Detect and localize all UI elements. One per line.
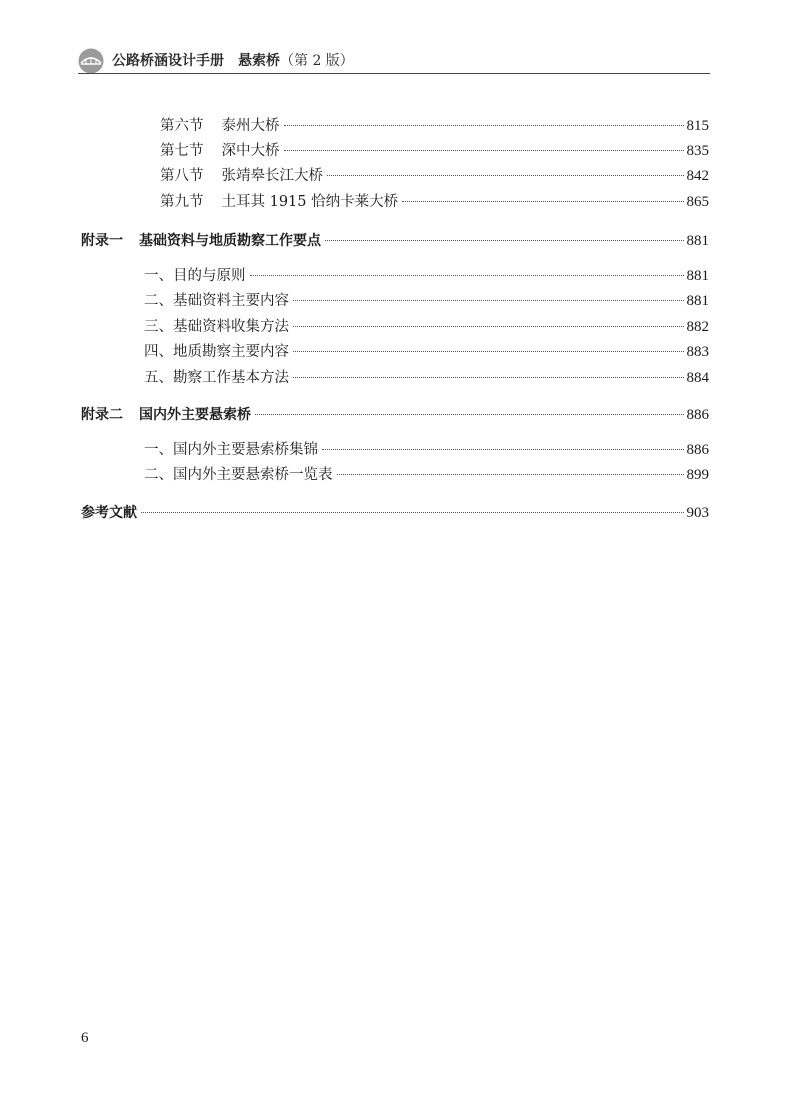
- page-number: 6: [81, 1030, 89, 1046]
- toc-entry[interactable]: [160, 141, 709, 161]
- toc-page: 886: [686, 407, 709, 423]
- toc-page: 842: [686, 168, 709, 184]
- toc-page: 865: [686, 194, 709, 210]
- toc-leader: [293, 351, 684, 352]
- toc-number: 附录一: [81, 233, 123, 249]
- book-edition: （第 2 版）: [280, 53, 354, 69]
- toc-title: 一、国内外主要悬索桥集锦: [144, 442, 318, 458]
- toc-number: 第九节: [160, 194, 204, 210]
- header-rule: [78, 73, 710, 74]
- toc-title: 土耳其 1915 恰纳卡莱大桥: [221, 194, 399, 210]
- toc-page: 835: [686, 143, 709, 159]
- toc-title: 三、基础资料收集方法: [144, 319, 289, 335]
- header-title: [112, 50, 354, 70]
- toc-title: 基础资料与地质勘察工作要点: [139, 233, 321, 249]
- toc-references-entry[interactable]: [81, 503, 709, 523]
- toc-page: 881: [686, 268, 709, 284]
- toc-number: 第六节: [160, 118, 204, 134]
- toc-leader: [327, 175, 684, 176]
- toc-entry[interactable]: [144, 342, 709, 362]
- running-header: [78, 46, 710, 76]
- toc-title: 二、国内外主要悬索桥一览表: [144, 467, 333, 483]
- toc-leader: [284, 125, 684, 126]
- toc-title: 五、勘察工作基本方法: [144, 370, 289, 386]
- toc-leader: [337, 474, 684, 475]
- toc-title: 二、基础资料主要内容: [144, 293, 289, 309]
- toc-leader: [255, 414, 684, 415]
- book-title: 公路桥涵设计手册 悬索桥: [112, 53, 280, 69]
- toc-leader: [322, 449, 684, 450]
- toc-page: 886: [686, 442, 709, 458]
- toc-title: 国内外主要悬索桥: [139, 407, 251, 423]
- toc-title: 参考文献: [81, 505, 137, 521]
- toc-entry[interactable]: [160, 116, 709, 136]
- toc-entry[interactable]: [160, 192, 709, 212]
- toc-leader: [293, 326, 684, 327]
- toc-leader: [141, 512, 684, 513]
- toc-number: 附录二: [81, 407, 123, 423]
- toc-title: 四、地质勘察主要内容: [144, 344, 289, 360]
- toc-page: 903: [686, 505, 709, 521]
- toc-entry[interactable]: [144, 368, 709, 388]
- toc-appendix-entry[interactable]: [81, 405, 709, 425]
- toc-title: 泰州大桥: [221, 118, 280, 134]
- toc-title: 一、目的与原则: [144, 268, 246, 284]
- toc-leader: [402, 201, 683, 202]
- toc-leader: [250, 275, 684, 276]
- toc-entry[interactable]: [144, 291, 709, 311]
- toc-page: 884: [686, 370, 709, 386]
- toc-leader: [325, 240, 684, 241]
- toc-page: 881: [686, 293, 709, 309]
- toc-entry[interactable]: [144, 317, 709, 337]
- toc-entry[interactable]: [144, 440, 709, 460]
- toc-page: 882: [686, 319, 709, 335]
- toc-page: 883: [686, 344, 709, 360]
- toc-page: 815: [686, 118, 709, 134]
- toc-appendix-entry[interactable]: [81, 231, 709, 251]
- toc-title: 张靖皋长江大桥: [221, 168, 323, 184]
- toc-number: 第七节: [160, 143, 204, 159]
- toc-entry[interactable]: [144, 266, 709, 286]
- toc-title: 深中大桥: [221, 143, 280, 159]
- bridge-logo-icon: [78, 48, 104, 74]
- toc-entry[interactable]: [144, 465, 709, 485]
- toc-page: 881: [686, 233, 709, 249]
- toc-leader: [284, 150, 684, 151]
- toc-page: 899: [686, 467, 709, 483]
- toc-leader: [293, 377, 684, 378]
- toc-number: 第八节: [160, 168, 204, 184]
- toc-entry[interactable]: [160, 166, 709, 186]
- toc-leader: [293, 300, 684, 301]
